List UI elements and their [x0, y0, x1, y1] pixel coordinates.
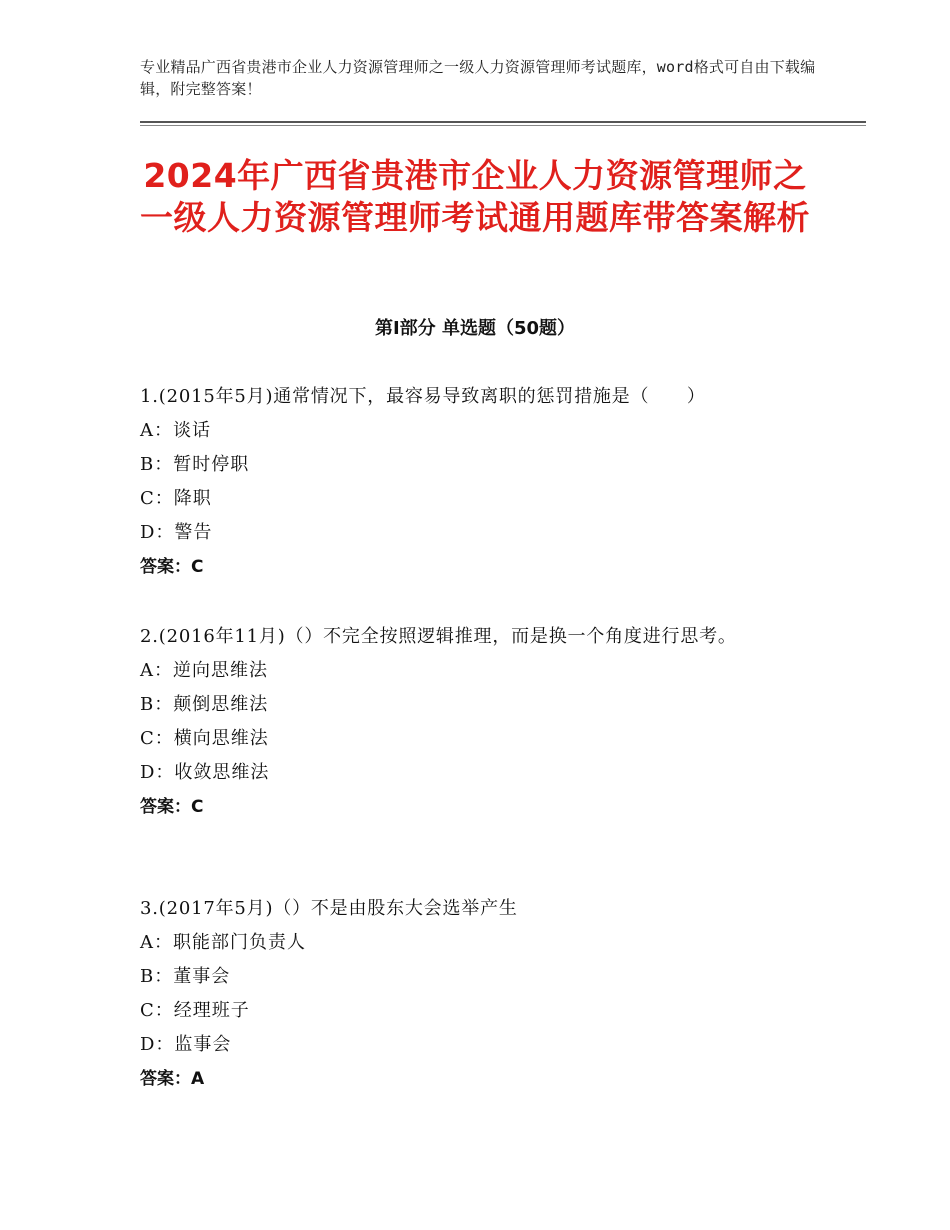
option-a: A：逆向思维法: [140, 660, 268, 681]
header-rule-thin: [140, 125, 866, 126]
option-d: D：监事会: [140, 1034, 232, 1055]
header-rule-thick: [140, 121, 866, 123]
answer-line: 答案：C: [140, 797, 204, 817]
section-title: 第Ⅰ部分 单选题（50题）: [374, 318, 575, 339]
header-note: 专业精品广西省贵港市企业人力资源管理师之一级人力资源管理师考试题库，word格式可自由下载编辑，附完整答案！: [140, 58, 816, 98]
option-c: C：经理班子: [140, 1000, 250, 1021]
question-stem: 1.(2015年5月)通常情况下，最容易导致离职的惩罚措施是（ ）: [140, 386, 706, 407]
document-title: 2024年广西省贵港市企业人力资源管理师之一级人力资源管理师考试通用题库带答案解析: [140, 156, 810, 237]
question-block: [140, 620, 800, 824]
option-a: A：谈话: [140, 420, 211, 441]
option-a: A：职能部门负责人: [140, 932, 306, 953]
option-c: C：降职: [140, 488, 212, 509]
option-b: B：暂时停职: [140, 454, 250, 475]
option-b: B：颠倒思维法: [140, 694, 269, 715]
option-c: C：横向思维法: [140, 728, 269, 749]
option-b: B：董事会: [140, 966, 231, 987]
option-d: D：警告: [140, 522, 213, 543]
answer-line: 答案：A: [140, 1069, 205, 1089]
answer-line: 答案：C: [140, 557, 204, 577]
question-block: [140, 380, 800, 584]
question-block: [140, 892, 800, 1096]
option-d: D：收敛思维法: [140, 762, 270, 783]
question-stem: 3.(2017年5月)（）不是由股东大会选举产生: [140, 898, 518, 919]
question-stem: 2.(2016年11月)（）不完全按照逻辑推理，而是换一个角度进行思考。: [140, 626, 737, 647]
